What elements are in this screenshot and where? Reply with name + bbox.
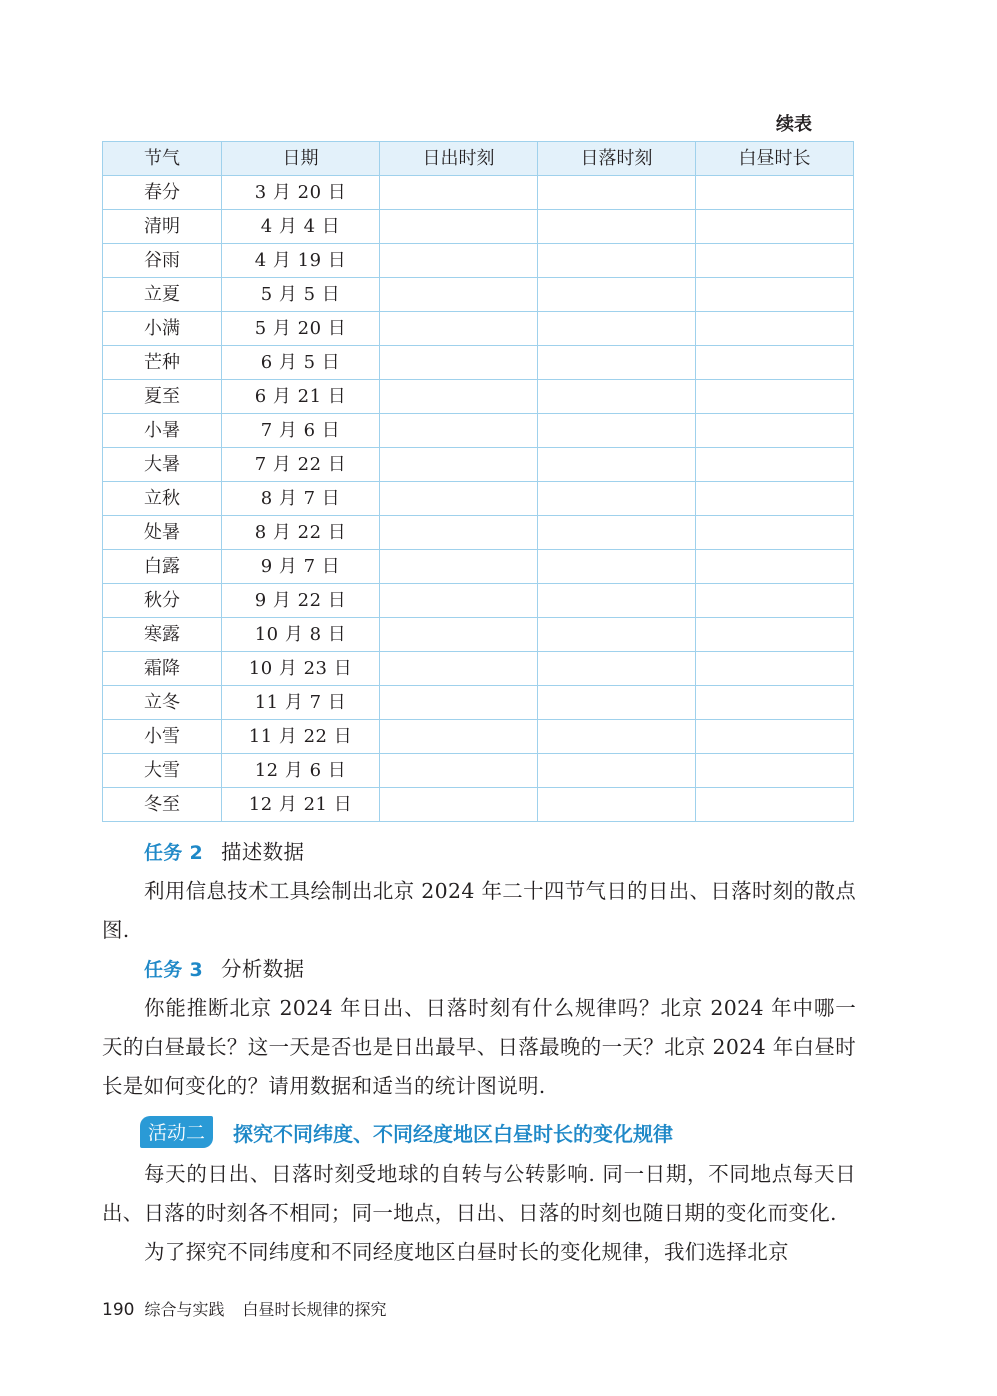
term-cell: 处暑 [103, 516, 222, 550]
activity2-heading [140, 1115, 673, 1149]
sunset-cell [538, 346, 696, 380]
term-cell: 芒种 [103, 346, 222, 380]
table-body [103, 176, 854, 822]
date-cell: 8 月 22 日 [222, 516, 380, 550]
sunset-cell [538, 618, 696, 652]
task3-body: 你能推断北京 2024 年日出、日落时刻有什么规律吗？北京 2024 年中哪一天的白昼最长？这一天是否也是日出最早、日落最晚的一天？北京 2024 年白昼时长是如何变化的？请用数据和适当的统计图说明. [102, 996, 856, 1098]
sunset-cell [538, 414, 696, 448]
term-cell: 寒露 [103, 618, 222, 652]
table-row [103, 720, 854, 754]
sunrise-cell [380, 414, 538, 448]
sunrise-cell [380, 720, 538, 754]
task2-title: 描述数据 [221, 840, 305, 864]
table-row [103, 516, 854, 550]
sunset-cell [538, 312, 696, 346]
daylight-cell [696, 516, 854, 550]
date-cell: 10 月 23 日 [222, 652, 380, 686]
sunrise-cell [380, 176, 538, 210]
sunset-cell [538, 176, 696, 210]
sunrise-cell [380, 550, 538, 584]
activity2-paragraph-1: 每天的日出、日落时刻受地球的自转与公转影响. 同一日期，不同地点每天日出、日落的时刻各不相同；同一地点，日出、日落的时刻也随日期的变化而变化. [102, 1162, 856, 1225]
daylight-cell [696, 346, 854, 380]
daylight-cell [696, 652, 854, 686]
table-row [103, 686, 854, 720]
term-cell: 立冬 [103, 686, 222, 720]
table-row [103, 176, 854, 210]
table-row [103, 788, 854, 822]
sunrise-cell [380, 448, 538, 482]
sunrise-cell [380, 312, 538, 346]
term-cell: 冬至 [103, 788, 222, 822]
sunrise-cell [380, 754, 538, 788]
daylight-cell [696, 550, 854, 584]
page-number: 190 [102, 1300, 135, 1320]
term-cell: 清明 [103, 210, 222, 244]
date-cell: 9 月 22 日 [222, 584, 380, 618]
task2-label: 任务 2 [144, 842, 204, 864]
daylight-cell [696, 618, 854, 652]
daylight-cell [696, 414, 854, 448]
activity2-title: 探究不同纬度、不同经度地区白昼时长的变化规律 [233, 1121, 674, 1146]
sunrise-cell [380, 618, 538, 652]
footer-topic: 白昼时长规律的探究 [242, 1300, 387, 1319]
page-footer [102, 1297, 386, 1320]
date-cell: 6 月 5 日 [222, 346, 380, 380]
daylight-cell [696, 312, 854, 346]
task3-heading [102, 950, 856, 990]
table-row [103, 618, 854, 652]
date-cell: 12 月 6 日 [222, 754, 380, 788]
column-header-sunrise: 日出时刻 [380, 142, 538, 176]
sunrise-cell [380, 244, 538, 278]
sunrise-cell [380, 686, 538, 720]
task3-title: 分析数据 [221, 957, 305, 981]
date-cell: 5 月 5 日 [222, 278, 380, 312]
sunset-cell [538, 652, 696, 686]
term-cell: 秋分 [103, 584, 222, 618]
term-cell: 大暑 [103, 448, 222, 482]
daylight-cell [696, 584, 854, 618]
daylight-cell [696, 244, 854, 278]
task2-heading [102, 833, 856, 873]
continued-table-label: 续表 [776, 114, 812, 135]
term-cell: 小暑 [103, 414, 222, 448]
sunset-cell [538, 720, 696, 754]
column-header-term: 节气 [103, 142, 222, 176]
sunset-cell [538, 448, 696, 482]
date-cell: 4 月 4 日 [222, 210, 380, 244]
sunset-cell [538, 482, 696, 516]
daylight-cell [696, 176, 854, 210]
sunrise-cell [380, 516, 538, 550]
date-cell: 6 月 21 日 [222, 380, 380, 414]
daylight-cell [696, 720, 854, 754]
date-cell: 11 月 22 日 [222, 720, 380, 754]
activity2-badge: 活动二 [140, 1116, 213, 1148]
daylight-cell [696, 686, 854, 720]
term-cell: 小满 [103, 312, 222, 346]
column-header-sunset: 日落时刻 [538, 142, 696, 176]
date-cell: 9 月 7 日 [222, 550, 380, 584]
date-cell: 7 月 22 日 [222, 448, 380, 482]
daylight-cell [696, 754, 854, 788]
sunrise-cell [380, 584, 538, 618]
sunrise-cell [380, 788, 538, 822]
table-row [103, 584, 854, 618]
table-row [103, 550, 854, 584]
sunrise-cell [380, 482, 538, 516]
date-cell: 11 月 7 日 [222, 686, 380, 720]
date-cell: 12 月 21 日 [222, 788, 380, 822]
sunset-cell [538, 550, 696, 584]
table-row [103, 448, 854, 482]
table-header-row [103, 142, 854, 176]
sunset-cell [538, 278, 696, 312]
sunset-cell [538, 584, 696, 618]
term-cell: 谷雨 [103, 244, 222, 278]
activity2-paragraph-2: 为了探究不同纬度和不同经度地区白昼时长的变化规律，我们选择北京 [144, 1240, 789, 1264]
table-row [103, 346, 854, 380]
daylight-cell [696, 278, 854, 312]
daylight-cell [696, 210, 854, 244]
term-cell: 立夏 [103, 278, 222, 312]
term-cell: 霜降 [103, 652, 222, 686]
term-cell: 夏至 [103, 380, 222, 414]
column-header-daylight: 白昼时长 [696, 142, 854, 176]
date-cell: 3 月 20 日 [222, 176, 380, 210]
table-row [103, 312, 854, 346]
table-row [103, 652, 854, 686]
table-row [103, 414, 854, 448]
date-cell: 10 月 8 日 [222, 618, 380, 652]
term-cell: 大雪 [103, 754, 222, 788]
sunset-cell [538, 788, 696, 822]
table-row [103, 210, 854, 244]
daylight-cell [696, 482, 854, 516]
table-row [103, 278, 854, 312]
date-cell: 5 月 20 日 [222, 312, 380, 346]
table-row [103, 482, 854, 516]
date-cell: 4 月 19 日 [222, 244, 380, 278]
daylight-cell [696, 380, 854, 414]
sunset-cell [538, 380, 696, 414]
sunrise-cell [380, 278, 538, 312]
term-cell: 春分 [103, 176, 222, 210]
column-header-date: 日期 [222, 142, 380, 176]
sunrise-cell [380, 380, 538, 414]
date-cell: 8 月 7 日 [222, 482, 380, 516]
table-row [103, 244, 854, 278]
term-cell: 小雪 [103, 720, 222, 754]
sunrise-cell [380, 346, 538, 380]
sunset-cell [538, 754, 696, 788]
sunset-cell [538, 686, 696, 720]
term-cell: 白露 [103, 550, 222, 584]
task3-label: 任务 3 [144, 959, 204, 981]
sunset-cell [538, 210, 696, 244]
task2-body: 利用信息技术工具绘制出北京 2024 年二十四节气日的日出、日落时刻的散点图. [102, 879, 856, 942]
sunset-cell [538, 244, 696, 278]
table-row [103, 754, 854, 788]
term-cell: 立秋 [103, 482, 222, 516]
sunrise-cell [380, 652, 538, 686]
solar-terms-table [102, 141, 854, 822]
daylight-cell [696, 448, 854, 482]
sunrise-cell [380, 210, 538, 244]
sunset-cell [538, 516, 696, 550]
daylight-cell [696, 788, 854, 822]
date-cell: 7 月 6 日 [222, 414, 380, 448]
footer-section: 综合与实践 [144, 1300, 225, 1319]
table-row [103, 380, 854, 414]
